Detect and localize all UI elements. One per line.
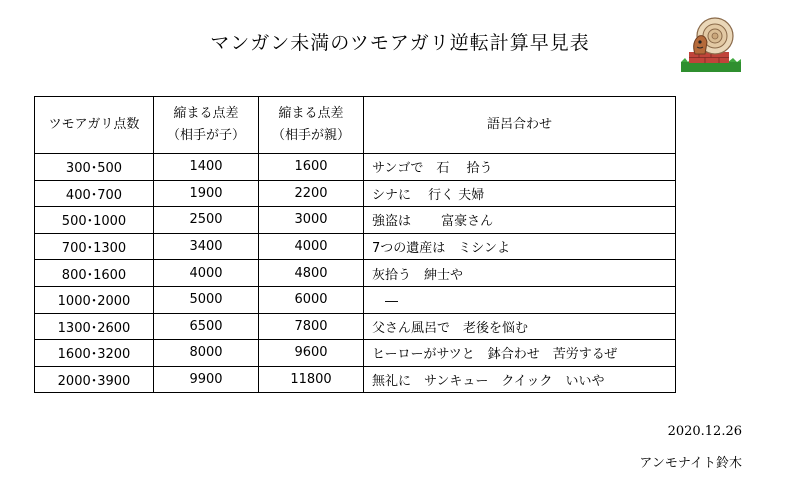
cell-points: 500･1000 bbox=[35, 207, 154, 234]
table-row bbox=[35, 286, 676, 313]
cell-memo: 無礼に サンキュー クイック いいや bbox=[364, 366, 676, 393]
cell-points: 1300･2600 bbox=[35, 313, 154, 340]
ammonite-icon bbox=[681, 12, 741, 74]
cell-diff-child: 2500 bbox=[154, 207, 259, 234]
cell-diff-child: 1900 bbox=[154, 180, 259, 207]
cell-diff-parent: 1600 bbox=[259, 154, 364, 181]
cell-diff-child: 5000 bbox=[154, 286, 259, 313]
header-points: ツモアガリ点数 bbox=[35, 97, 154, 154]
cell-diff-parent: 6000 bbox=[259, 286, 364, 313]
page-title: マンガン未満のツモアガリ逆転計算早見表 bbox=[210, 32, 590, 54]
header-diff-child-line2: （相手が子） bbox=[166, 128, 245, 143]
table-row bbox=[35, 207, 676, 234]
cell-memo: 灰拾う 紳士や bbox=[364, 260, 676, 287]
header-diff-parent-line1: 縮まる点差 bbox=[278, 106, 344, 121]
cell-memo: シナに 行く 夫婦 bbox=[364, 180, 676, 207]
header-memo: 語呂合わせ bbox=[364, 97, 676, 154]
cell-diff-parent: 4000 bbox=[259, 233, 364, 260]
cell-diff-parent: 2200 bbox=[259, 180, 364, 207]
cell-memo: 7つの遺産は ミシンよ bbox=[364, 233, 676, 260]
cell-diff-child: 6500 bbox=[154, 313, 259, 340]
cell-diff-parent: 4800 bbox=[259, 260, 364, 287]
cell-diff-parent: 7800 bbox=[259, 313, 364, 340]
author-label: アンモナイト鈴木 bbox=[639, 456, 742, 471]
cell-points: 700･1300 bbox=[35, 233, 154, 260]
table-row bbox=[35, 313, 676, 340]
cell-points: 2000･3900 bbox=[35, 366, 154, 393]
date-label: 2020.12.26 bbox=[667, 424, 742, 439]
cell-diff-parent: 9600 bbox=[259, 340, 364, 367]
header-diff-child bbox=[154, 97, 259, 154]
cell-points: 400･700 bbox=[35, 180, 154, 207]
cell-memo: 父さん風呂で 老後を悩む bbox=[364, 313, 676, 340]
cell-diff-parent: 11800 bbox=[259, 366, 364, 393]
cell-diff-child: 8000 bbox=[154, 340, 259, 367]
header-diff-parent bbox=[259, 97, 364, 154]
cell-diff-child: 4000 bbox=[154, 260, 259, 287]
table-row bbox=[35, 366, 676, 393]
cell-memo: サンゴで 石 拾う bbox=[364, 154, 676, 181]
cell-diff-child: 9900 bbox=[154, 366, 259, 393]
cell-memo: ヒーローがサツと 鉢合わせ 苦労するぜ bbox=[364, 340, 676, 367]
cell-diff-parent: 3000 bbox=[259, 207, 364, 234]
score-table bbox=[34, 96, 676, 393]
header-diff-child-line1: 縮まる点差 bbox=[173, 106, 239, 121]
table-row bbox=[35, 233, 676, 260]
table-row bbox=[35, 260, 676, 287]
cell-memo: 強盗は 富豪さん bbox=[364, 207, 676, 234]
header-diff-parent-line2: （相手が親） bbox=[271, 128, 350, 143]
cell-points: 800･1600 bbox=[35, 260, 154, 287]
cell-diff-child: 3400 bbox=[154, 233, 259, 260]
cell-points: 1000･2000 bbox=[35, 286, 154, 313]
cell-points: 300･500 bbox=[35, 154, 154, 181]
cell-diff-child: 1400 bbox=[154, 154, 259, 181]
table-header-row bbox=[35, 97, 676, 154]
cell-points: 1600･3200 bbox=[35, 340, 154, 367]
table-row bbox=[35, 180, 676, 207]
table-row bbox=[35, 340, 676, 367]
cell-memo: ― bbox=[364, 286, 676, 313]
table-row bbox=[35, 154, 676, 181]
